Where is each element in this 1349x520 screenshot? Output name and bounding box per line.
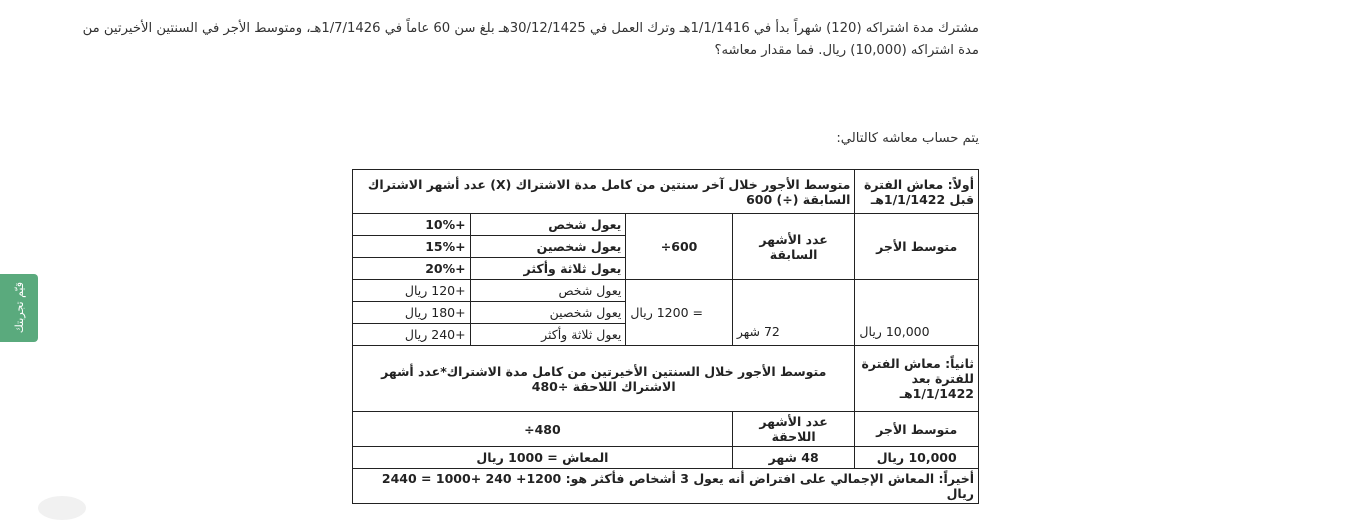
divide-600-cell: 600÷	[626, 214, 733, 280]
second-period-formula: متوسط الأجور خلال السنتين الأخيرتين من كامل مدة الاشتراك*عدد أشهر الاشتراك اللاحقة ÷480	[353, 346, 855, 412]
prev-months-value: 72 شهر	[732, 280, 855, 346]
first-period-formula: متوسط الأجور خلال آخر سنتين من كامل مدة الاشتراك (X) عدد أشهر الاشتراك السابقة (÷) 600	[353, 170, 855, 214]
divide-480-cell: 480÷	[353, 412, 733, 447]
later-months-header: عدد الأشهر اللاحقة	[732, 412, 855, 447]
avg-wage-header-2: متوسط الأجر	[855, 412, 979, 447]
support-two: يعول شخصين	[470, 302, 626, 324]
table-row	[353, 280, 979, 302]
pct-20: +20%	[353, 258, 471, 280]
table-row	[353, 346, 979, 412]
avg-wage-value-2: 10,000 ريال	[855, 447, 979, 469]
table-row	[353, 170, 979, 214]
table-row	[353, 469, 979, 504]
feedback-tab-label: قيّم تجربتك	[12, 282, 26, 334]
pct-10: +10%	[353, 214, 471, 236]
final-total: أخيراً: المعاش الإجمالي على افتراض أنه يعول 3 أشخاص فأكثر هو: 1200+ 240 +1000 = 2440 ريال	[353, 469, 979, 504]
table-row	[353, 214, 979, 236]
corner-widget-edge	[38, 496, 86, 520]
support-three: يعول ثلاثة وأكثر	[470, 324, 626, 346]
pension-calculation-table	[352, 169, 979, 504]
question-paragraph: مشترك مدة اشتراكه (120) شهراً بدأ في 1/1/1416هـ وترك العمل في 30/12/1425هـ بلغ سن 60 عاماً في 1/7/1426هـ، ومتوسط الأجر في السنتين الأخيرتين من مدة اشتراكه (10,000) ريال. فما مقدار معاشه؟	[82, 21, 979, 58]
second-period-label: ثانياً: معاش الفترة للفترة بعد 1/1/1422هـ	[855, 346, 979, 412]
prev-months-header: عدد الأشهر السابقة	[732, 214, 855, 280]
add-120: +120 ريال	[353, 280, 471, 302]
add-180: +180 ريال	[353, 302, 471, 324]
pct-15: +15%	[353, 236, 471, 258]
support-two-bold: يعول شخصين	[470, 236, 626, 258]
support-one-bold: يعول شخص	[470, 214, 626, 236]
table-row	[353, 412, 979, 447]
feedback-tab-button[interactable]	[0, 274, 38, 342]
support-one: يعول شخص	[470, 280, 626, 302]
add-240: +240 ريال	[353, 324, 471, 346]
intro-text: يتم حساب معاشه كالتالي:	[836, 131, 979, 146]
avg-wage-value: 10,000 ريال	[855, 280, 979, 346]
first-period-label: أولاً: معاش الفترة قبل 1/1/1422هـ	[855, 170, 979, 214]
support-three-bold: يعول ثلاثة وأكثر	[470, 258, 626, 280]
pension-result: المعاش = 1000 ريال	[353, 447, 733, 469]
table-row	[353, 447, 979, 469]
avg-wage-header: متوسط الأجر	[855, 214, 979, 280]
result-1200: = 1200 ريال	[626, 280, 733, 346]
later-months-value: 48 شهر	[732, 447, 855, 469]
